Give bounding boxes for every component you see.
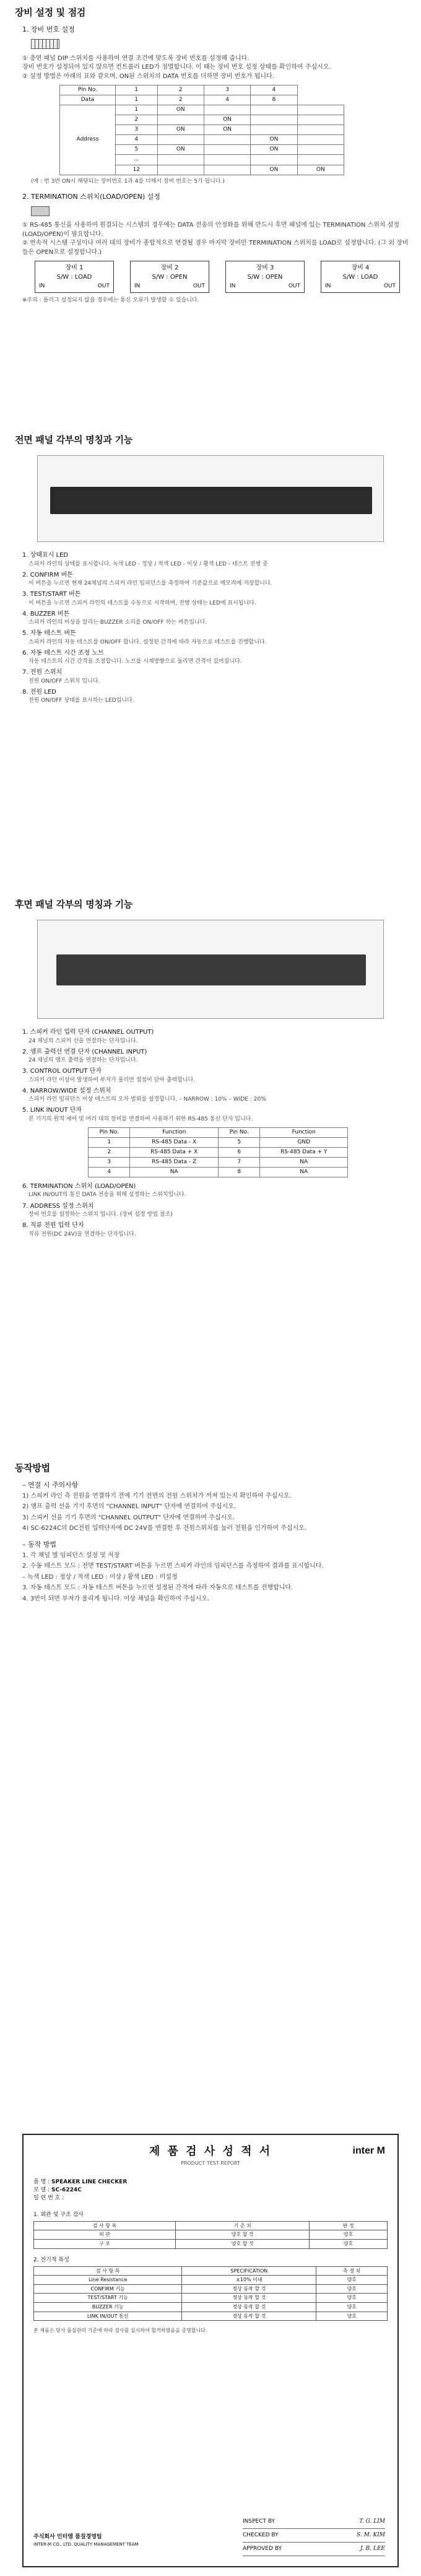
section-title: 장비 설정 및 점검 [15,7,86,18]
list-item: 3. CONTROL OUTPUT 단자 스피커 라인 이상이 발생하여 부저가 울리면 접점이 닫아 출력합니다. [22,1068,196,1083]
brand-logo: inter M [352,2146,385,2156]
instruction-line: 4) SC-6224C의 DC전원 입력단자에 DC 24V를 연결한 후 전원스위치를 눌러 전원을 인가하여 주십시오. [22,1525,307,1532]
item-title: 2. TERMINATION 스위치(LOAD/OPEN) 설정 [22,192,160,201]
appearance-table: 검 사 항 목 기 준 치 판 정 외 관 양호 할 것 양호 구 조 양호 할 것 양호 [33,2221,388,2249]
signature: J. B. LEE [360,2545,385,2552]
termination-diagram [35,261,400,293]
paragraph: 장비 번호가 설정되어 있지 않으면 컨트롤러 LED가 점멸합니다. 이 때는 장비 번호 설정 상태를 확인하여 주십시오. [22,64,331,71]
section-title: 동작방법 [15,1462,50,1474]
section-title: 후면 패널 각부의 명칭과 기능 [15,899,132,910]
list-item: 5. 자동 테스트 버튼 스피커 라인의 자동 테스트를 ON/OFF 합니다. 설정된 간격에 따라 자동으로 테스트를 진행합니다. [22,630,267,645]
list-item: 5. LINK IN/OUT 단자 본 기기의 원격 제어 및 여러 대의 장비를 연결하여 사용하기 위한 RS-485 통신 단자 입니다. [22,1107,253,1122]
list-item: 2. 앰프 출력선 연결 단자 (CHANNEL INPUT) 24 채널의 앰프 출력을 연결하는 단자입니다. [22,1048,147,1064]
table-note: (예 : 번 3번 ON시 해당되는 장비번호 1과 4를 더해서 장비 번호는 5가 됩니다.) [31,178,225,185]
company-name-en: INTER-M CO., LTD. QUALITY MANAGEMENT TEAM [33,2541,139,2547]
list-item: 8. 직류 전원 입력 단자 직류 전원(DC 24V)을 연결하는 단자입니다. [22,1222,136,1238]
instruction-line: 1. 각 채널 별 임피던스 설정 및 저장 [22,1552,120,1559]
signature: T. G. LIM [359,2518,385,2525]
rear-panel-image [37,920,384,1019]
front-panel-list [14,551,410,707]
dip-switch-icon [31,39,59,49]
list-item: 2. CONFIRM 버튼 이 버튼을 누르면 현재 24채널의 스피커 라인 임피던스를 측정하여 기준값으로 메모리에 저장합니다. [22,571,272,587]
paragraph: ① RS-485 통신을 사용하여 원결되는 시스템의 경우에는 DATA 전송의 안정화를 위해 반드시 후면 패널에 있는 TERMINATION 스위치 설정(LOAD/OPEN)이 필요합니다. [22,222,400,238]
paragraph: ② 설정 방법은 아래의 표와 같으며, ON된 스위치의 DATA 번호를 더하면 장비 번호가 됩니다. [22,72,274,80]
list-item: 4. NARROW/WIDE 설정 스위치 스피커 라인 임피던스 이상 테스트의 오차 범위를 설정합니다. – NARROW : 10% – WIDE : 20% [22,1087,266,1103]
setup-section [14,6,410,305]
rear-panel-face [56,954,366,985]
electrical-table: 검 사 항 목 SPECIFICATION 측 정 치 Line Resistance ±10% 이내 양호 CONFIRM 기능 정상 동작 할 것 양호 TEST/START 기능 정상 동작 할 것 양호 BUZZER 기능 정상 동작 할 것 양호 LINK IN/OUT 통신 정상 동작 할 것 양호 [33,2266,388,2321]
report-title: 제 품 검 사 성 적 서 [149,2145,272,2158]
switch-box: 장비 2 S/W : OPEN IN OUT [130,261,209,293]
front-panel-section [14,434,410,452]
report-section-title: 1. 외관 및 구조 검사 [33,2211,84,2218]
list-item: 1. 스피커 라인 입력 단자 (CHANNEL OUTPUT) 24 채널의 스피커 선을 연결하는 단자입니다. [22,1029,154,1044]
rear-panel-list [14,1028,410,1241]
rear-panel-section [14,898,410,917]
company-name: 주식회사 인터엠 품질경영팀 [33,2533,102,2540]
front-panel-face [50,487,372,514]
paragraph: ① 층면 패널 DIP 스위치를 사용하여 연결 조건에 맞도록 장비 번호를 설정해 줍니다. [22,55,250,62]
list-item: 6. 자동 테스트 시간 조정 노브 자동 테스트의 시간 간격을 조정합니다. 노브를 시계방향으로 돌리면 간격이 길어집니다. [22,649,242,665]
signature: S. M. KIM [357,2531,385,2538]
section-title: 전면 패널 각부의 명칭과 기능 [15,434,132,445]
report-subtitle: PRODUCT TEST REPORT [181,2160,240,2167]
instruction-line: – 녹색 LED : 정상 / 적색 LED : 이상 / 황색 LED : 미설정 [22,1573,178,1581]
termination-switch-icon [31,206,50,216]
switch-box: 장비 3 S/W : OPEN IN OUT [225,261,305,293]
list-item: 4. BUZZER 버튼 스피커 라인의 이상을 알리는 BUZZER 소리를 ON/OFF 하는 버튼입니다. [22,610,207,626]
instruction-line: 4. 3번이 되면 부저가 울리게 됩니다. 이상 채널을 확인하여 주십시오. [22,1595,210,1602]
test-report: 제 품 검 사 성 적 서 PRODUCT TEST REPORT inter M 품 명 : SPEAKER LINE CHECKER 모 델 : SC-6224C 일 련 번 호 : 1. 외관 및 구조 검사 검 사 항 목 기 준 치 판 정 외 관 양호 할 것 양호 구 조 양호 할 것 양호 2. 전기적 특성 검 사 항 목 SPECIFICATION 측 정 치 Line Resistance ±10% 이내 양호 CONFIRM 기능 정상 동작 할 것 양호 TEST/START 기능 정상 동작 할 것 양호 BUZZER 기능 정상 동작 할 것 양호 LINK IN/OUT 통신 정상 동작 할 것 양호 본 제품은 당사 품질관리 기준에 따라 검사를 실시하여 합격하였음을 증명합니다. 주식회사 인터엠 품질경영팀 INTER-M CO., LTD. QUALITY MANAGEMENT TEAM INSPECT BY T. G. LIM CHECKED BY S. M. KIM APPROVED BY J. B. LEE [22,2134,399,2567]
instruction-line: 3. 자동 테스트 모드 : 자동 테스트 버튼을 누르면 설정된 간격에 따라 자동으로 테스트를 진행합니다. [22,1584,293,1592]
list-item: 7. 전원 스위치 전원 ON/OFF 스위치 입니다. [22,669,100,684]
report-footer-note: 본 제품은 당사 품질관리 기준에 따라 검사를 실시하여 합격하였음을 증명합니다. [33,2328,207,2334]
list-item: 7. ADDRESS 설정 스위치 장비 번호를 설정하는 스위치 입니다. (장비 설정 방법 참조) [22,1202,173,1218]
address-table: Pin No. 1 2 3 4 Data 1 2 4 8 Address 1 ON 2 ON 3 ON ON 4 ON 5 ON ON … 12 ON ON [59,85,344,175]
instruction-line: 2. 수동 테스트 모드 : 전면 TEST/START 버튼을 누르면 스피커 라인의 임피던스를 측정하여 결과를 표시합니다. [22,1563,324,1570]
link-pin-table: Pin No. Function Pin No. Function 1 RS-485 Data - X 5 GND 2 RS-485 Data + X 6 RS-485 Data + Y 3 RS-485 Data - Z 7 NA 4 NA 8 NA [88,1127,348,1177]
item-title: 1. 장비 번호 설정 [22,25,75,33]
list-item: 6. TERMINATION 스위치 (LOAD/OPEN) LINK IN/OUT의 통신 DATA 전송을 위해 설정하는 스위치입니다. [22,1182,186,1198]
subheading: – 동작 방법 [22,1540,56,1548]
operation-section [14,1462,410,1605]
note: ※주의 : 플러그 설정되지 않을 경우에는 통신 오류가 발생할 수 있습니다. [22,297,199,304]
instruction-line: 2) 앰프 출력 선을 기기 후면의 "CHANNEL INPUT" 단자에 연결하여 주십시오. [22,1503,237,1511]
switch-box: 장비 4 S/W : LOAD IN OUT [321,261,400,293]
list-item: 1. 상태표시 LED 스피커 라인의 상태를 표시합니다. 녹색 LED - 정상 / 적색 LED - 이상 / 황색 LED - 테스트 진행 중 [22,552,268,567]
subheading: – 연결 시 주의사항 [22,1480,79,1489]
switch-box: 장비 1 S/W : LOAD IN OUT [35,261,114,293]
instruction-line: 1) 스피커 라인 측 전원을 연결하기 전에 기기 전면의 전원 스위치가 꺼져 있는지 확인하여 주십시오. [22,1492,292,1500]
paragraph: ② 연속적 시스템 구성이나 여러 대의 장비가 종합적으로 연결될 경우 마지막 장비만 TERMINATION 스위치를 LOAD로 설정합니다. (그 외 장비들은 OPEN으로 설정합니다.) [22,240,409,256]
instruction-line: 3) 스피커 선을 기기 후면의 "CHANNEL OUTPUT" 단자에 연결하여 주십시오. [22,1514,235,1521]
front-panel-image [37,455,384,542]
list-item: 8. 전원 LED 전원 ON/OFF 상태를 표시하는 LED입니다. [22,688,134,704]
report-section-title: 2. 전기적 특성 [33,2256,69,2263]
list-item: 3. TEST/START 버튼 이 버튼을 누르면 스피커 라인의 테스트를 수동으로 시작하며, 진행 상태는 LED에 표시됩니다. [22,591,256,606]
